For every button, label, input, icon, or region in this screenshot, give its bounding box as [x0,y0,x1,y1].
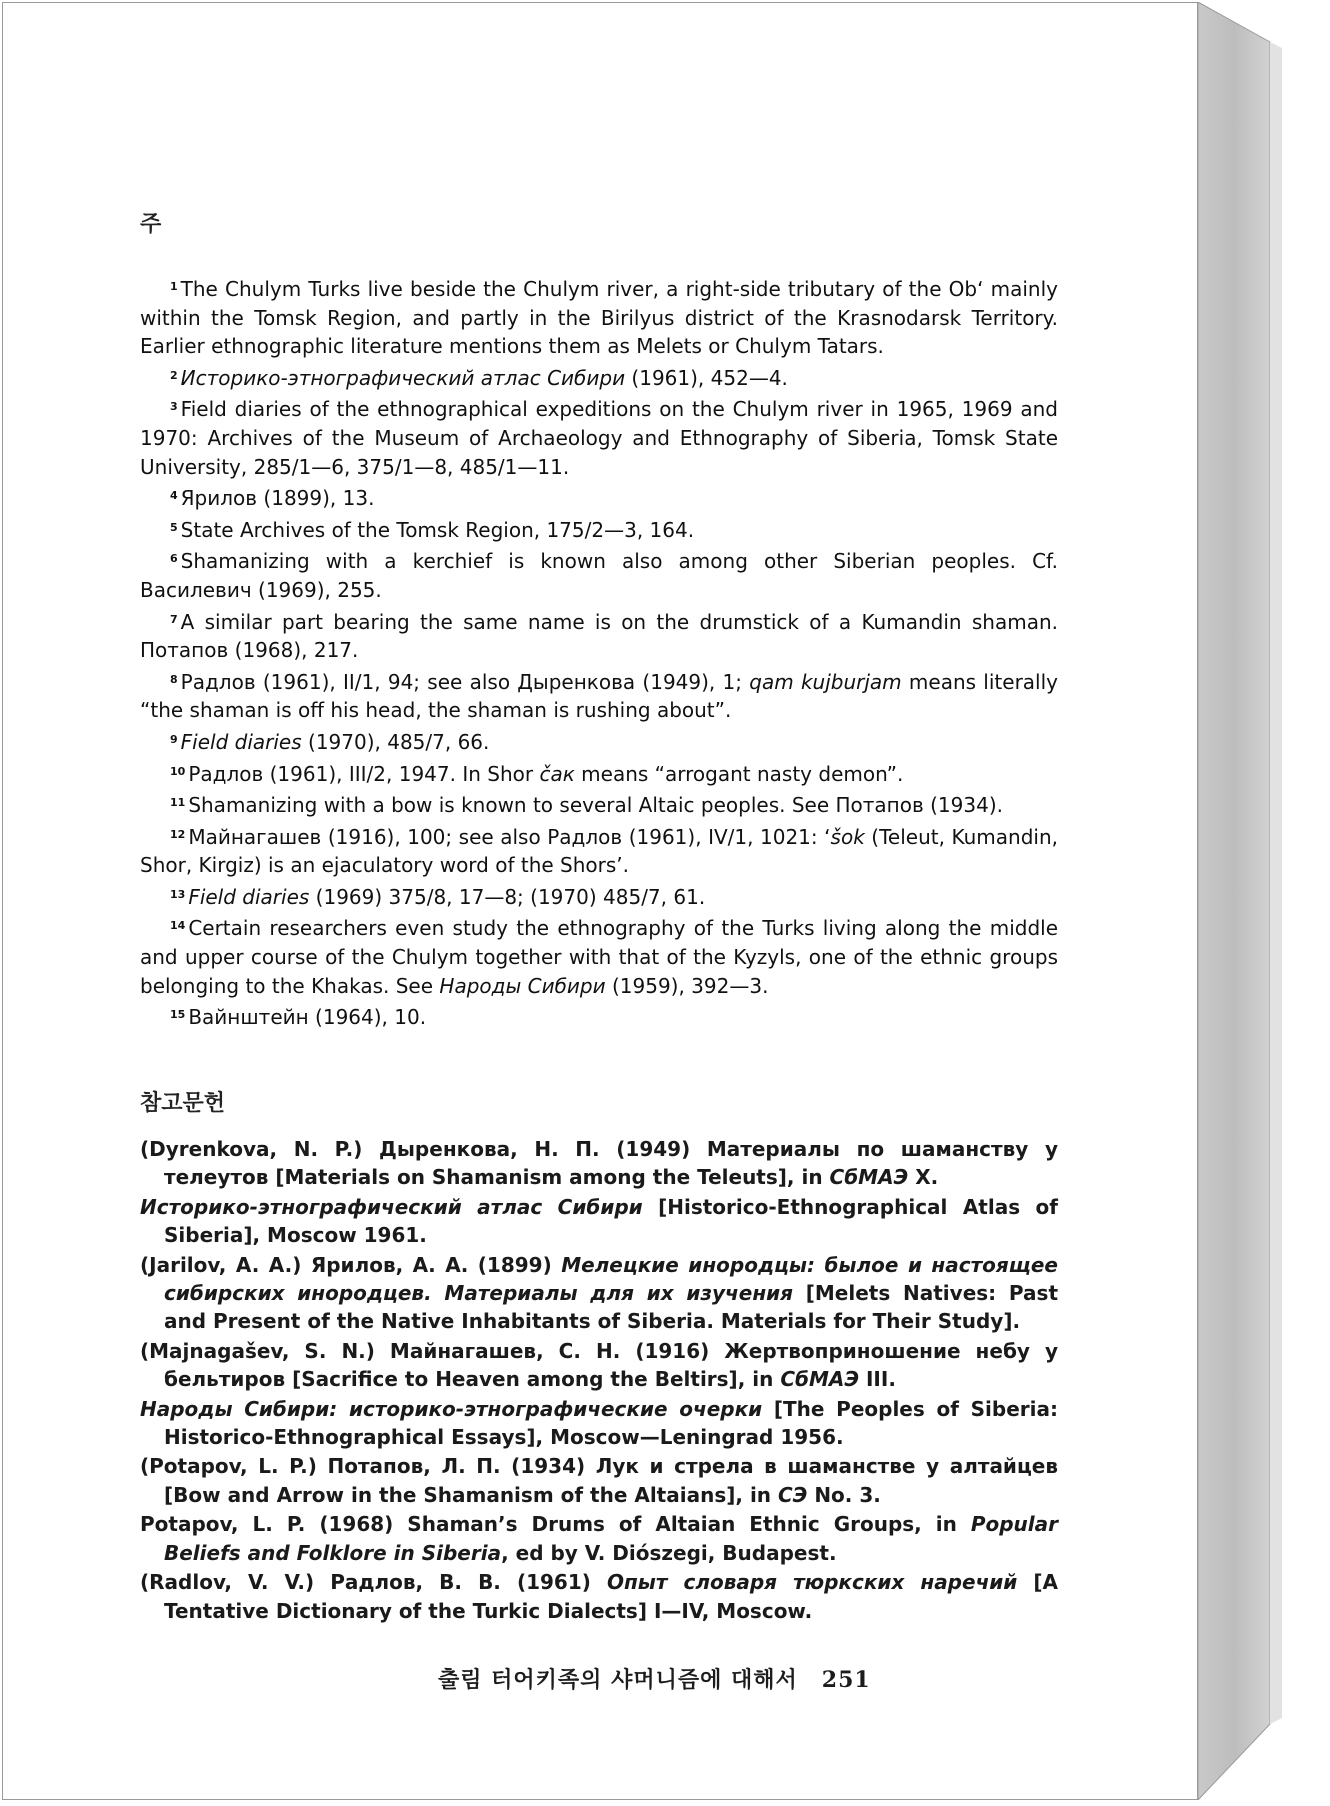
text-run: Shamanizing with a kerchief is known also among other Siberian peoples. Cf. Василевич (1969), 255. [140,549,1058,602]
note-number: 2 [170,368,178,382]
note-number: 12 [170,827,186,841]
text-run: X. [908,1165,939,1190]
note-number: 9 [170,732,178,746]
text-run: Радлов (1961), II/1, 94; see also Дыренкова (1949), 1; [180,669,750,694]
text-run: (1969) 375/8, 17—8; (1970) 485/7, 61. [309,884,706,909]
italic-text: СбМАЭ [829,1165,909,1190]
text-run: Field diaries of the ethnographical expeditions on the Chulym river in 1965, 1969 and 1970: Archives of the Museum of Archaeology and Ethnography of Siberia, Tomsk State University, 285/1—6, 375/1—8, 485/1—11. [140,397,1058,479]
note-number: 15 [170,1008,186,1022]
note-10 [140,758,1058,789]
text-run: No. 3. [807,1482,881,1507]
reference-entry [140,1251,1058,1336]
book [2,2,1326,1802]
text-run: III. [859,1367,896,1392]
page-sheet [2,2,1198,1800]
notes-heading: 주 [140,212,162,237]
text-run: means literally “the shaman is off his head, the shaman is rushing about”. [140,669,1058,723]
text-run: means “arrogant nasty demon”. [574,761,904,786]
italic-text: Field diaries [180,729,302,754]
page-number: 251 [821,1667,871,1693]
text-run: [Historico-Ethnographical Atlas of Siberia], Moscow 1961. [164,1194,1058,1248]
reference-entry [140,1193,1058,1250]
note-6 [140,545,1058,604]
note-9 [140,726,1058,757]
text-run: (Potapov, L. P.) Потапов, Л. П. (1934) Лук и стрела в шаманстве у алтайцев [Bow and Arrow in the Shamanism of the Altaians], in [140,1454,1058,1507]
note-number: 5 [170,520,178,534]
italic-text: qam kujburjam [749,669,902,694]
reference-entry [140,1568,1058,1625]
italic-text: СЭ [778,1482,808,1507]
note-3 [140,393,1058,481]
note-12 [140,821,1058,880]
text-run: State Archives of the Tomsk Region, 175/2—3, 164. [180,517,695,542]
note-7 [140,606,1058,665]
note-1 [140,273,1058,361]
reference-entry [140,1452,1058,1509]
note-14 [140,912,1058,1000]
text-run: (1970), 485/7, 66. [301,729,490,754]
text-run: Майнагашев (1916), 100; see also Радлов (1961), IV/1, 1021: ‘ [188,824,831,849]
book-spine [1198,2,1326,1800]
italic-text: СбМАЭ [780,1367,860,1392]
text-run: Радлов (1961), III/2, 1947. In Shor [188,761,540,786]
reference-entry [140,1395,1058,1452]
note-number: 1 [170,280,178,293]
text-run: [Melets Natives: Past and Present of the Native Inhabitants of Siberia. Materials for Their Study]. [164,1281,1058,1334]
text-run: Вайнштейн (1964), 10. [188,1005,427,1030]
text-run: (1961), 452—4. [625,365,788,390]
text-run: The Chulym Turks live beside the Chulym river, a right-side tributary of the Ob‘ mainly within the Tomsk Region, and partly in the Birilyus district of the Krasnodarsk Territory. Earlier ethnographic literature mentions them as Melets or Chulym Tatars. [140,277,1058,359]
reference-entry [140,1337,1058,1394]
text-run: (Teleut, Kumandin, Shor, Kirgiz) is an ejaculatory word of the Shors’. [140,824,1058,878]
note-2 [140,362,1058,393]
note-4 [140,482,1058,513]
note-number: 4 [170,489,178,503]
note-number: 10 [170,764,186,778]
text-run: A similar part bearing the same name is on the drumstick of a Kumandin shaman. Потапов (1968), 217. [140,609,1058,663]
text-run: (Jarilov, A. A.) Ярилов, А. А. (1899) [140,1252,562,1277]
italic-text: Мелецкие инородцы: былое и настоящее сибирских инородцев. Материалы для их изучения [164,1252,1059,1306]
note-number: 3 [170,400,178,414]
page-footer [438,1663,871,1694]
text-run: Ярилов (1899), 13. [180,486,375,511]
note-5 [140,514,1058,545]
text-run: , ed by V. Diószegi, Budapest. [501,1540,837,1565]
note-15 [140,1001,1058,1032]
reference-entry [140,1510,1058,1567]
note-11 [140,789,1058,820]
italic-text: Историко-этнографический атлас Сибири [140,1194,643,1219]
note-number: 13 [170,887,186,901]
text-run: Potapov, L. P. (1968) Shaman’s Drums of Altaian Ethnic Groups, in [140,1512,971,1537]
text-run: (Radlov, V. V.) Радлов, В. В. (1961) [140,1570,607,1595]
italic-text: šok [830,824,865,849]
italic-text: Опыт словаря тюркских наречий [606,1570,1018,1595]
text-run: (Majnagašev, S. N.) Майнагашев, С. Н. (1916) Жертвоприношение небу у бельтиров [Sacrifice to Heaven among the Beltirs], in [140,1338,1058,1392]
text-run: Shamanizing with a bow is known to several Altaic peoples. See Потапов (1934). [188,793,1003,818]
text-run: [A Tentative Dictionary of the Turkic Dialects] I—IV, Moscow. [164,1570,1058,1623]
note-number: 8 [170,672,178,686]
italic-text: Popular Beliefs and Folklore in Siberia [164,1512,1058,1565]
italic-text: Field diaries [188,884,310,909]
note-number: 11 [170,796,186,810]
note-8 [140,666,1058,725]
text-run: [The Peoples of Siberia: Historico-Ethnographical Essays], Moscow—Leningrad 1956. [164,1396,1058,1450]
italic-text: Народы Сибири: историко-этнографические очерки [140,1396,763,1421]
note-number: 7 [170,612,178,626]
note-number: 6 [170,552,178,566]
notes-list [140,273,1058,1033]
italic-text: Историко-этнографический атлас Сибири [180,365,626,390]
italic-text: čак [539,761,575,786]
running-title: 출림 터어키족의 샤머니즘에 대해서 [438,1668,798,1693]
references-heading: 참고문헌 [140,1091,226,1116]
text-run: (1959), 392—3. [605,973,769,998]
text-run: Certain researchers even study the ethnography of the Turks living along the middle and upper course of the Chulym together with that of the Kyzyls, one of the ethnic groups belonging to the Khakas. See [140,916,1058,998]
note-13 [140,881,1058,912]
note-number: 14 [170,919,186,933]
reference-entry [140,1135,1058,1192]
references-list [140,1135,1058,1626]
text-run: (Dyrenkova, N. P.) Дыренкова, Н. П. (1949) Материалы по шаманству у телеутов [Materials on Shamanism among the Teleuts], in [140,1137,1058,1190]
italic-text: Народы Сибири [439,973,606,998]
